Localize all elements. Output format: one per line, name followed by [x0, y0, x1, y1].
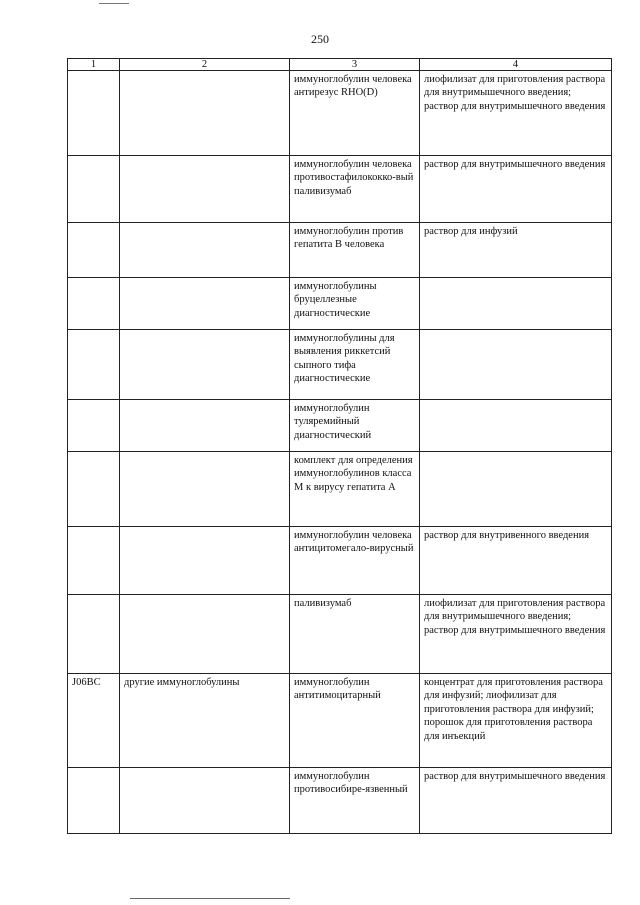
column-header: 2 [120, 59, 290, 71]
drug-name-cell: иммуноглобулин туляремийный диагностический [290, 400, 420, 452]
group-name-cell [120, 71, 290, 156]
dosage-form-cell: лиофилизат для приготовления раствора для внутримышечного введения; раствор для внутримышечного введения [420, 595, 612, 674]
atc-code-cell [68, 595, 120, 674]
table-header-row [68, 59, 612, 71]
drug-name-cell: иммуноглобулин человека противостафилококко-вый паливизумаб [290, 156, 420, 223]
dosage-form-cell [420, 400, 612, 452]
dosage-form-cell: лиофилизат для приготовления раствора для внутримышечного введения; раствор для внутримышечного введения [420, 71, 612, 156]
drug-name-cell: комплект для определения иммуноглобулинов класса М к вирусу гепатита А [290, 452, 420, 527]
table-row [68, 452, 612, 527]
atc-code-cell [68, 330, 120, 400]
table-row [68, 527, 612, 595]
atc-code-cell [68, 223, 120, 278]
dosage-form-cell: раствор для внутримышечного введения [420, 768, 612, 834]
group-name-cell [120, 768, 290, 834]
group-name-cell [120, 278, 290, 330]
column-header: 3 [290, 59, 420, 71]
table-row [68, 71, 612, 156]
atc-code-cell [68, 71, 120, 156]
group-name-cell [120, 595, 290, 674]
drug-name-cell: иммуноглобулин человека антирезус RHO(D) [290, 71, 420, 156]
atc-code-cell [68, 400, 120, 452]
group-name-cell [120, 223, 290, 278]
atc-code-cell [68, 527, 120, 595]
atc-code-cell [68, 452, 120, 527]
drug-name-cell: иммуноглобулин противосибире-язвенный [290, 768, 420, 834]
table-row [68, 674, 612, 768]
drug-name-cell: иммуноглобулины для выявления риккетсий сыпного тифа диагностические [290, 330, 420, 400]
table-row [68, 156, 612, 223]
group-name-cell [120, 330, 290, 400]
atc-code-cell [68, 278, 120, 330]
drug-name-cell: иммуноглобулин антитимоцитарный [290, 674, 420, 768]
group-name-cell [120, 452, 290, 527]
dosage-form-cell [420, 278, 612, 330]
dosage-form-cell: раствор для внутримышечного введения [420, 156, 612, 223]
drug-name-cell: иммуноглобулины бруцеллезные диагностические [290, 278, 420, 330]
drug-name-cell: паливизумаб [290, 595, 420, 674]
group-name-cell [120, 527, 290, 595]
dosage-form-cell [420, 452, 612, 527]
table-row [68, 768, 612, 834]
drug-table [67, 58, 612, 834]
table-row [68, 400, 612, 452]
table-row [68, 330, 612, 400]
table-row [68, 595, 612, 674]
table-row [68, 278, 612, 330]
column-header: 4 [420, 59, 612, 71]
scan-artifact-line [99, 3, 129, 4]
page-number: 250 [311, 32, 329, 46]
table-row [68, 223, 612, 278]
dosage-form-cell [420, 330, 612, 400]
group-name-cell [120, 400, 290, 452]
group-name-cell: другие иммуноглобулины [120, 674, 290, 768]
group-name-cell [120, 156, 290, 223]
atc-code-cell [68, 156, 120, 223]
column-header: 1 [68, 59, 120, 71]
drug-name-cell: иммуноглобулин человека антицитомегало-вирусный [290, 527, 420, 595]
drug-name-cell: иммуноглобулин против гепатита B человека [290, 223, 420, 278]
atc-code-cell [68, 768, 120, 834]
dosage-form-cell: раствор для внутривенного введения [420, 527, 612, 595]
dosage-form-cell: концентрат для приготовления раствора для инфузий; лиофилизат для приготовления раствора для инфузий; порошок для приготовления раствора для инъекций [420, 674, 612, 768]
atc-code-cell: J06BC [68, 674, 120, 768]
scan-artifact-line [130, 898, 290, 899]
dosage-form-cell: раствор для инфузий [420, 223, 612, 278]
